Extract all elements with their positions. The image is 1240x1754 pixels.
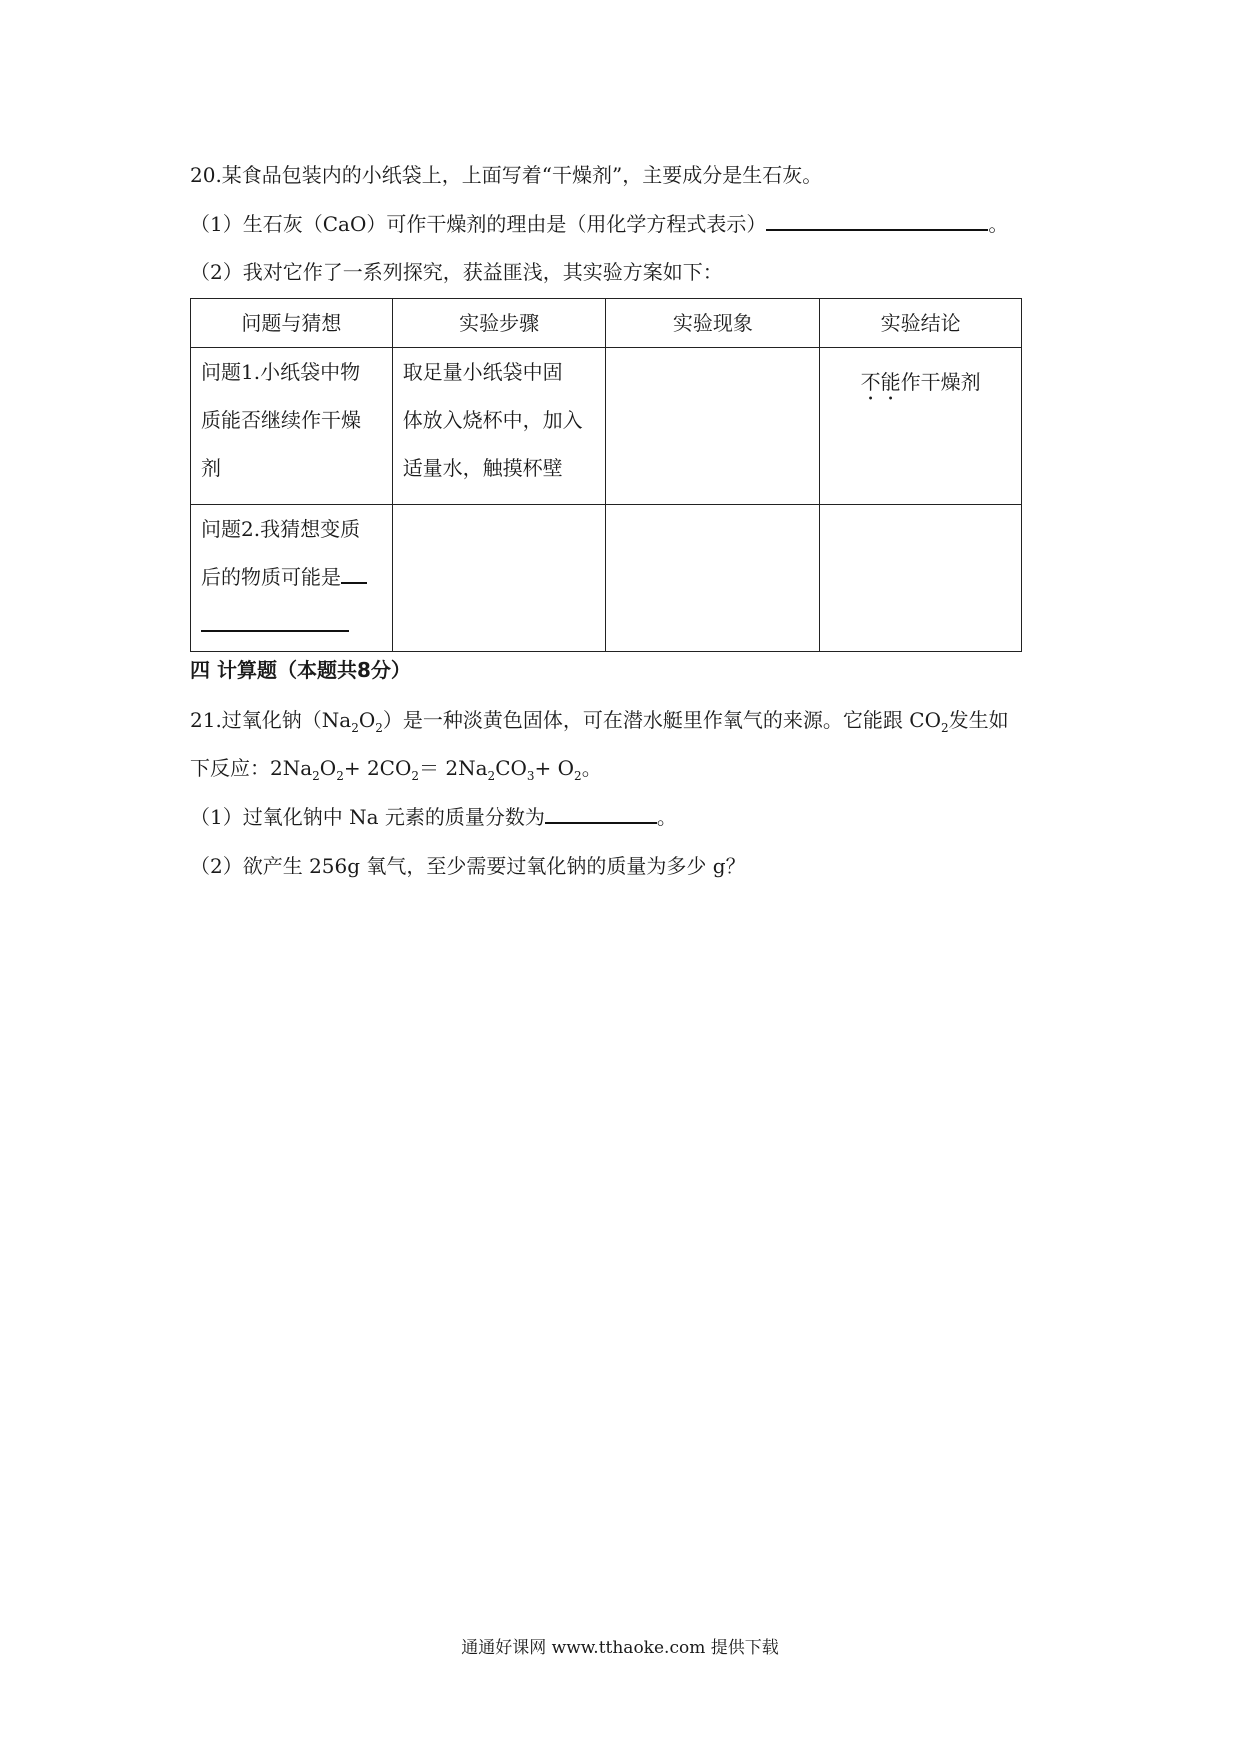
row1-conclusion <box>820 348 1022 505</box>
row2-steps-answer-cell[interactable] <box>392 505 606 652</box>
row1-question-line: 剂 <box>201 456 221 480</box>
header-steps: 实验步骤 <box>392 299 606 348</box>
header-conclusion: 实验结论 <box>820 299 1022 348</box>
q20-part2: （2）我对它作了一系列探究，获益匪浅，其实验方案如下： <box>190 260 723 284</box>
row2-guess-blank[interactable] <box>341 564 367 584</box>
row1-steps-line: 取足量小纸袋中固 <box>402 360 563 384</box>
row2-conclusion-answer-cell[interactable] <box>820 505 1022 652</box>
q21-equation: 下反应：$2Na_2O_2+ 2CO_2= 2Na_2CO_3+ O_2$。 <box>190 756 602 783</box>
row1-steps-line: 适量水，触摸杯壁 <box>402 456 563 480</box>
table-row <box>191 505 1022 652</box>
row1-question-line: 问题1.小纸袋中物 <box>201 360 361 384</box>
row1-steps <box>392 348 606 505</box>
section-title: 四 计算题（本题共8分） <box>190 658 411 682</box>
q21-stem: 21.过氧化钠$(Na_2O_2)$是一种淡黄色固体，可在潜水艇里作氧气的来源。它能跟 $CO_2$发生如 <box>190 708 1009 735</box>
row2-question-line: 问题2.我猜想变质 <box>201 517 361 541</box>
row1-question-line: 质能否继续作干燥 <box>201 408 361 432</box>
row1-steps-line: 体放入烧杯中，加入 <box>402 408 583 432</box>
row1-phenomenon-answer-cell[interactable] <box>606 348 820 505</box>
q21-part1-answer-blank[interactable] <box>545 804 657 824</box>
row2-question <box>191 505 393 652</box>
q20-part1-end: 。 <box>988 212 1009 236</box>
q20-part1-text: （1）生石灰（CaO）可作干燥剂的理由是（用化学方程式表示） <box>190 212 767 236</box>
experiment-table <box>190 298 1022 652</box>
header-question: 问题与猜想 <box>191 299 393 348</box>
q21-part1: （1）过氧化钠中 Na 元素的质量分数为 。 <box>190 805 677 829</box>
conclusion-emphasis: 不能 <box>860 370 901 394</box>
footer-source: 通通好课网 www.tthaoke.com 提供下载 <box>461 1638 779 1658</box>
conclusion-rest: 作干燥剂 <box>900 370 981 394</box>
row1-question <box>191 348 393 505</box>
row2-question-line: 后的物质可能是 <box>201 553 382 601</box>
q20-part1-answer-blank[interactable] <box>766 211 988 231</box>
q20-stem: 20.某食品包装内的小纸袋上，上面写着“干燥剂”，主要成分是生石灰。 <box>190 163 823 187</box>
q20-part1 <box>190 210 1008 238</box>
table-header-row <box>191 299 1022 348</box>
row2-phenomenon-answer-cell[interactable] <box>606 505 820 652</box>
q21-part2: （2）欲产生 256g 氧气，至少需要过氧化钠的质量为多少 g？ <box>190 854 746 878</box>
row2-question-line <box>201 601 382 649</box>
header-phenomenon: 实验现象 <box>606 299 820 348</box>
row2-guess-blank-cont[interactable] <box>201 612 349 632</box>
table-row <box>191 348 1022 505</box>
